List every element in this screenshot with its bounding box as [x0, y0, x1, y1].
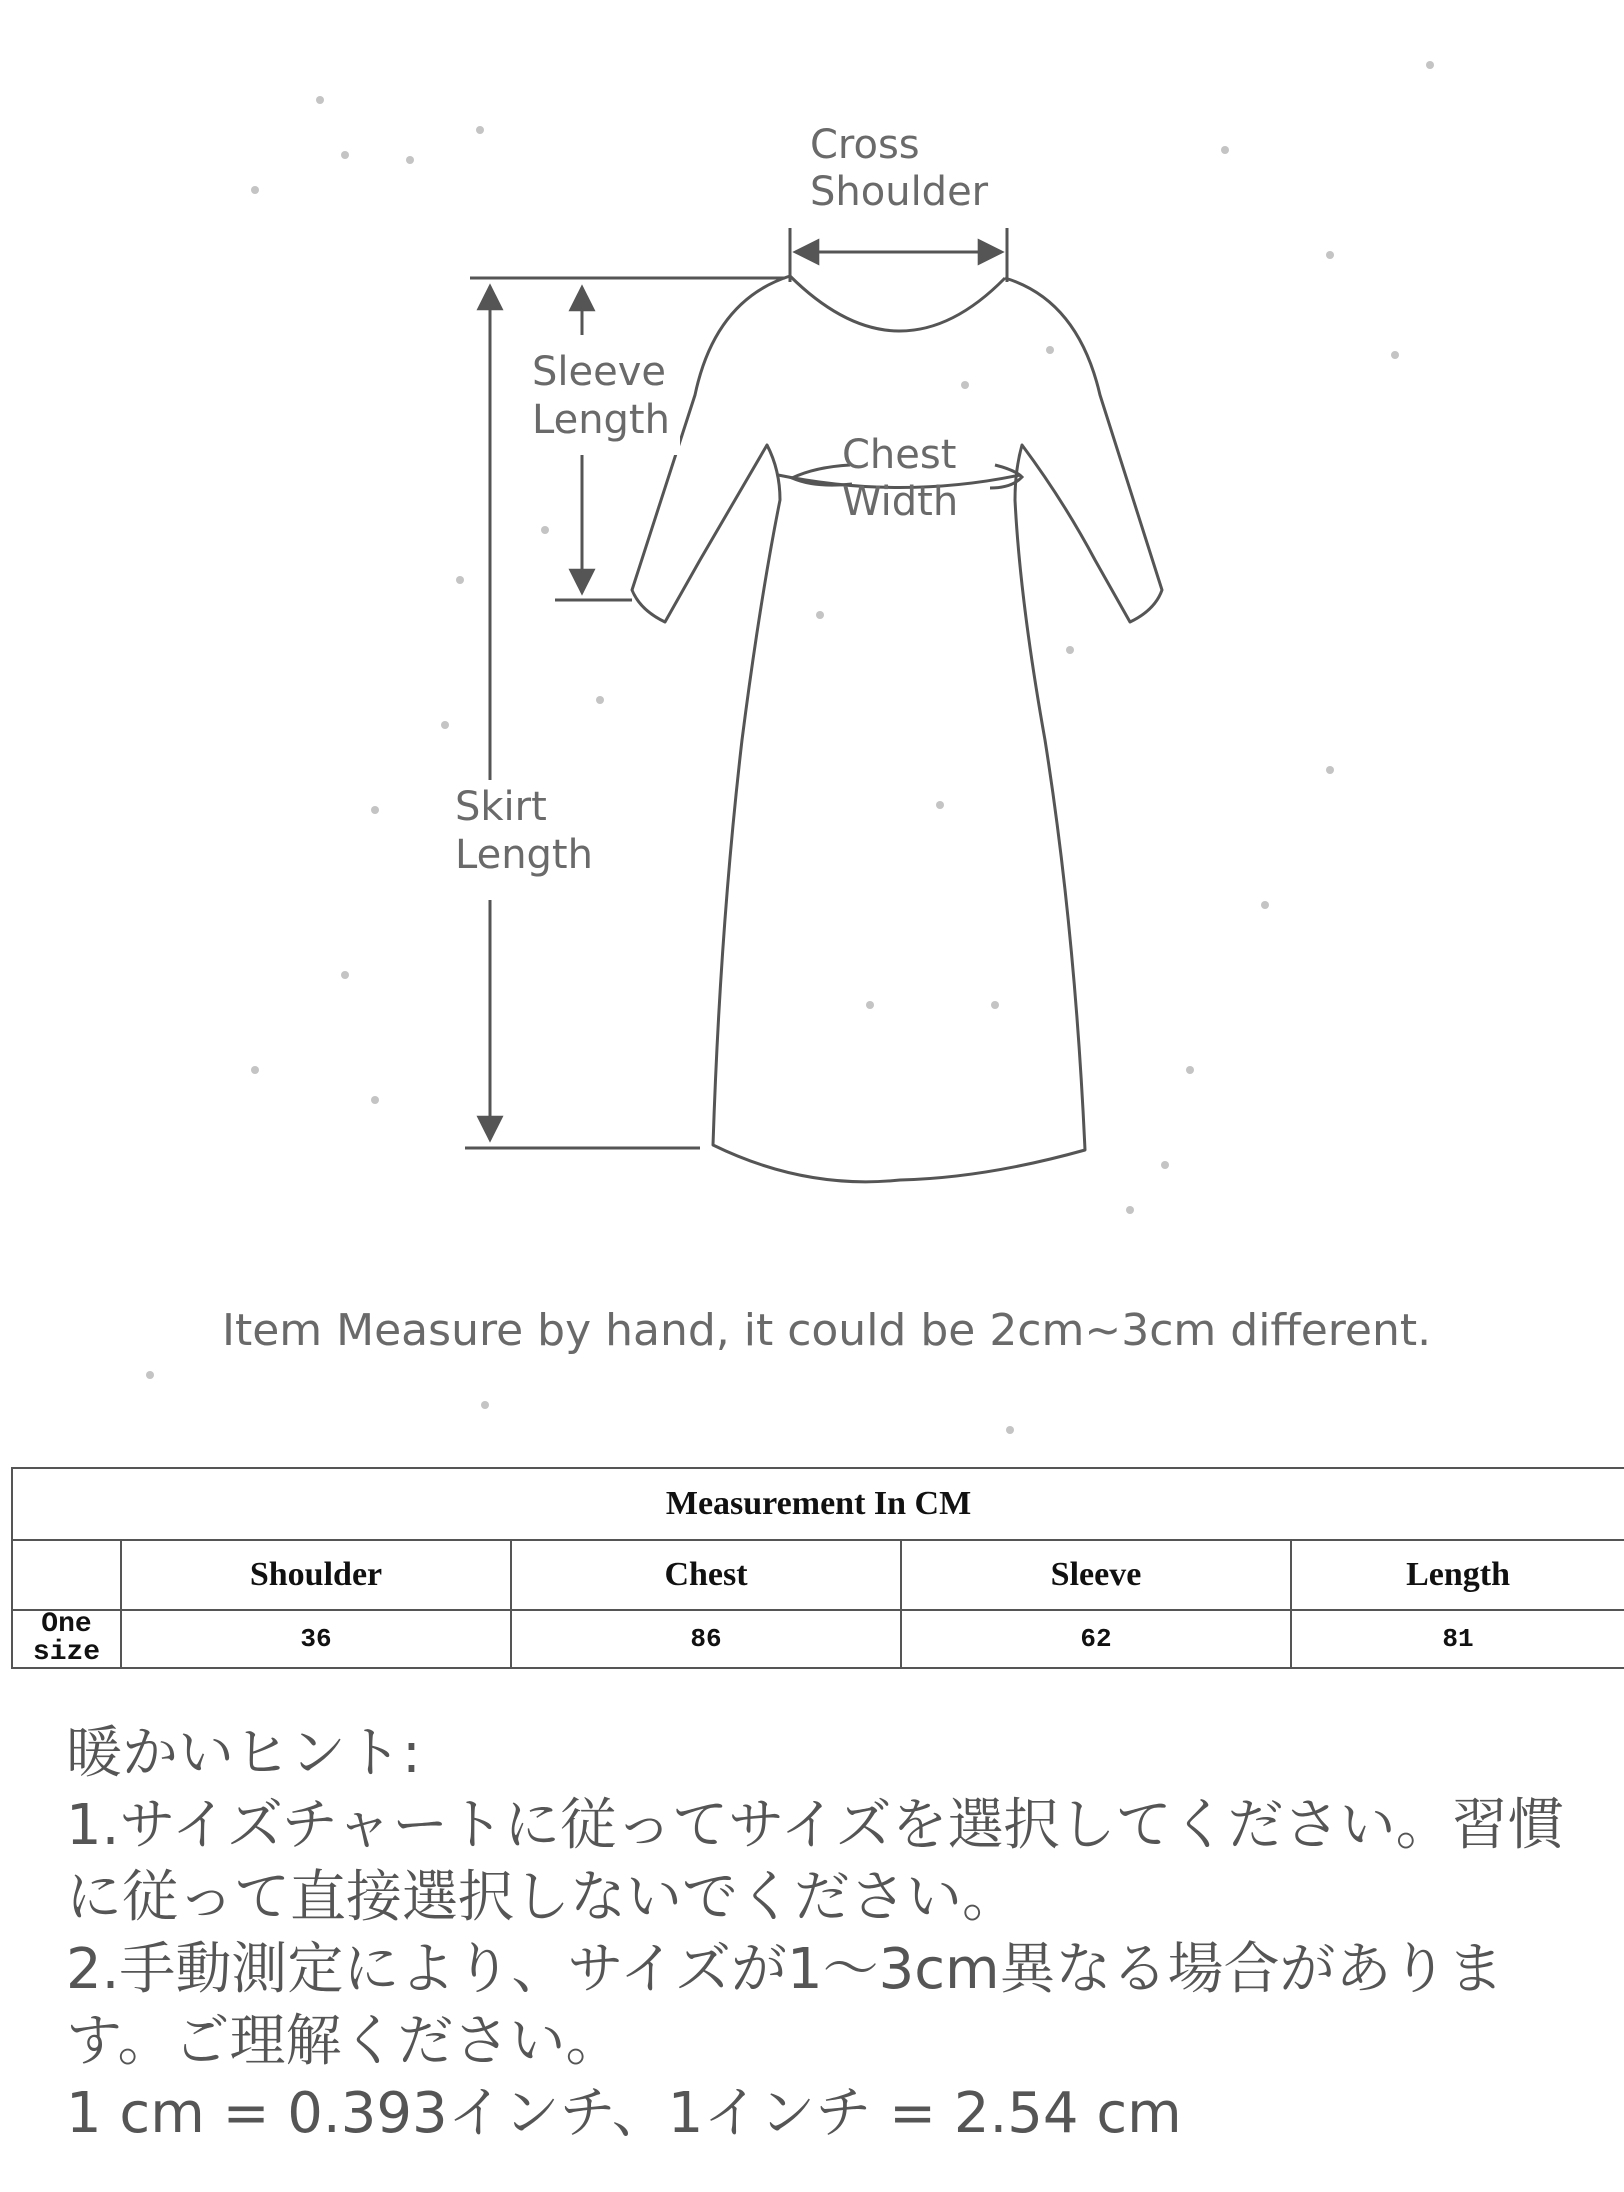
dress-body: [632, 276, 1162, 1182]
label-sleeve-length-2: Length: [532, 397, 670, 443]
label-skirt-length-2: Length: [455, 832, 593, 878]
tips-heading: 暖かいヒント:: [66, 1721, 421, 1786]
col-header-chest: Chest: [511, 1540, 901, 1610]
label-skirt-length-1: Skirt: [455, 784, 547, 830]
table-title: Measurement In CM: [12, 1468, 1624, 1540]
col-header-sleeve: Sleeve: [901, 1540, 1291, 1610]
warm-tips: [66, 1718, 1606, 2150]
value-shoulder: 36: [121, 1610, 511, 1668]
size-table: [11, 1467, 1624, 1669]
tips-line-1: 1.サイズチャートに従ってサイズを選択してください。習慣に従って直接選択しないでください。: [66, 1793, 1564, 1930]
value-sleeve: 62: [901, 1610, 1291, 1668]
table-corner: [12, 1540, 121, 1610]
label-chest-width-1: Chest: [842, 432, 957, 478]
tips-line-3: 1 cm = 0.393インチ、1インチ = 2.54 cm: [66, 2081, 1182, 2146]
dress-outline: [632, 276, 1162, 1182]
label-cross-shoulder-1: Cross: [810, 122, 920, 168]
row-label-one-size: One size: [12, 1610, 121, 1668]
measurement-note: Item Measure by hand, it could be 2cm~3cm different.: [222, 1305, 1432, 1356]
value-length: 81: [1291, 1610, 1624, 1668]
label-sleeve-length-1: Sleeve: [532, 349, 667, 395]
tips-line-2: 2.手動測定により、サイズが1〜3cm異なる場合があります。ご理解ください。: [66, 1937, 1504, 2074]
col-header-shoulder: Shoulder: [121, 1540, 511, 1610]
neckline: [790, 276, 1005, 331]
value-chest: 86: [511, 1610, 901, 1668]
col-header-length: Length: [1291, 1540, 1624, 1610]
label-chest-width-2: Width: [842, 479, 959, 525]
label-cross-shoulder-2: Shoulder: [810, 169, 989, 215]
table-row: [12, 1610, 1624, 1668]
